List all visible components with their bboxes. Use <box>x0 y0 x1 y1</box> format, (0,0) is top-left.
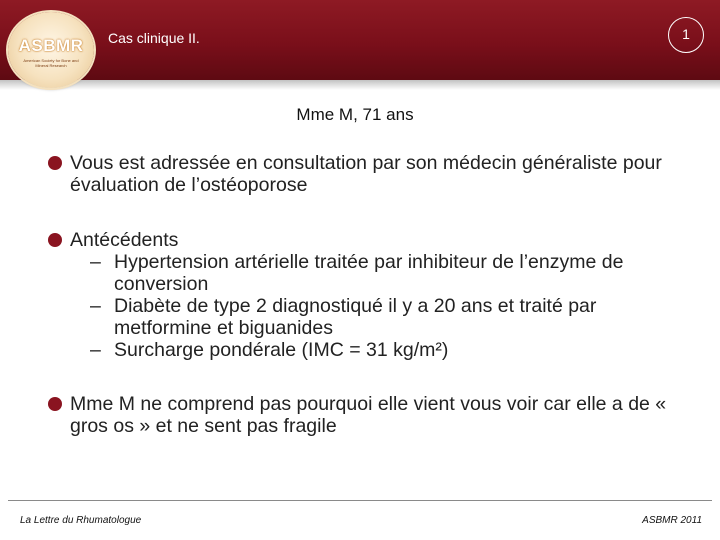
sub-item-text: Hypertension artérielle traitée par inhibiteur de l’enzyme de conversion <box>114 251 624 295</box>
sub-list-item <box>70 251 698 295</box>
footer-divider <box>8 500 712 501</box>
slide-content <box>48 152 698 437</box>
sub-item-text: Diabète de type 2 diagnostiqué il y a 20 ans et traité par metformine et biguanides <box>114 295 597 339</box>
bullet-item <box>48 229 698 361</box>
logo-tagline: American Society for Bone and Mineral Research <box>23 58 79 68</box>
sub-list-item <box>70 295 698 339</box>
bullet-text: Antécédents <box>70 229 179 251</box>
dash-icon: – <box>90 339 101 361</box>
logo-acronym: ASBMR <box>18 36 84 55</box>
page-number-badge: 1 <box>668 17 704 53</box>
bullet-item <box>48 152 698 196</box>
bullet-dot-icon <box>48 156 62 170</box>
header-shadow <box>0 80 720 90</box>
dash-icon: – <box>90 295 101 317</box>
dash-icon: – <box>90 251 101 273</box>
footer-source: La Lettre du Rhumatologue <box>20 515 142 526</box>
slide-title: Cas clinique II. <box>108 30 200 46</box>
bullet-text: Mme M ne comprend pas pourquoi elle vient vous voir car elle a de « gros os » et ne sent pas fragile <box>70 393 667 437</box>
sub-list-item <box>70 339 698 361</box>
bullet-text: Vous est adressée en consultation par son médecin généraliste pour évaluation de l’ostéoporose <box>70 152 662 196</box>
bullet-dot-icon <box>48 233 62 247</box>
sub-item-text: Surcharge pondérale (IMC = 31 kg/m²) <box>114 339 449 361</box>
footer-credit: ASBMR 2011 <box>642 515 702 526</box>
bullet-item <box>48 393 698 437</box>
case-subtitle: Mme M, 71 ans <box>296 105 414 124</box>
asbmr-logo <box>8 12 94 88</box>
bullet-dot-icon <box>48 397 62 411</box>
